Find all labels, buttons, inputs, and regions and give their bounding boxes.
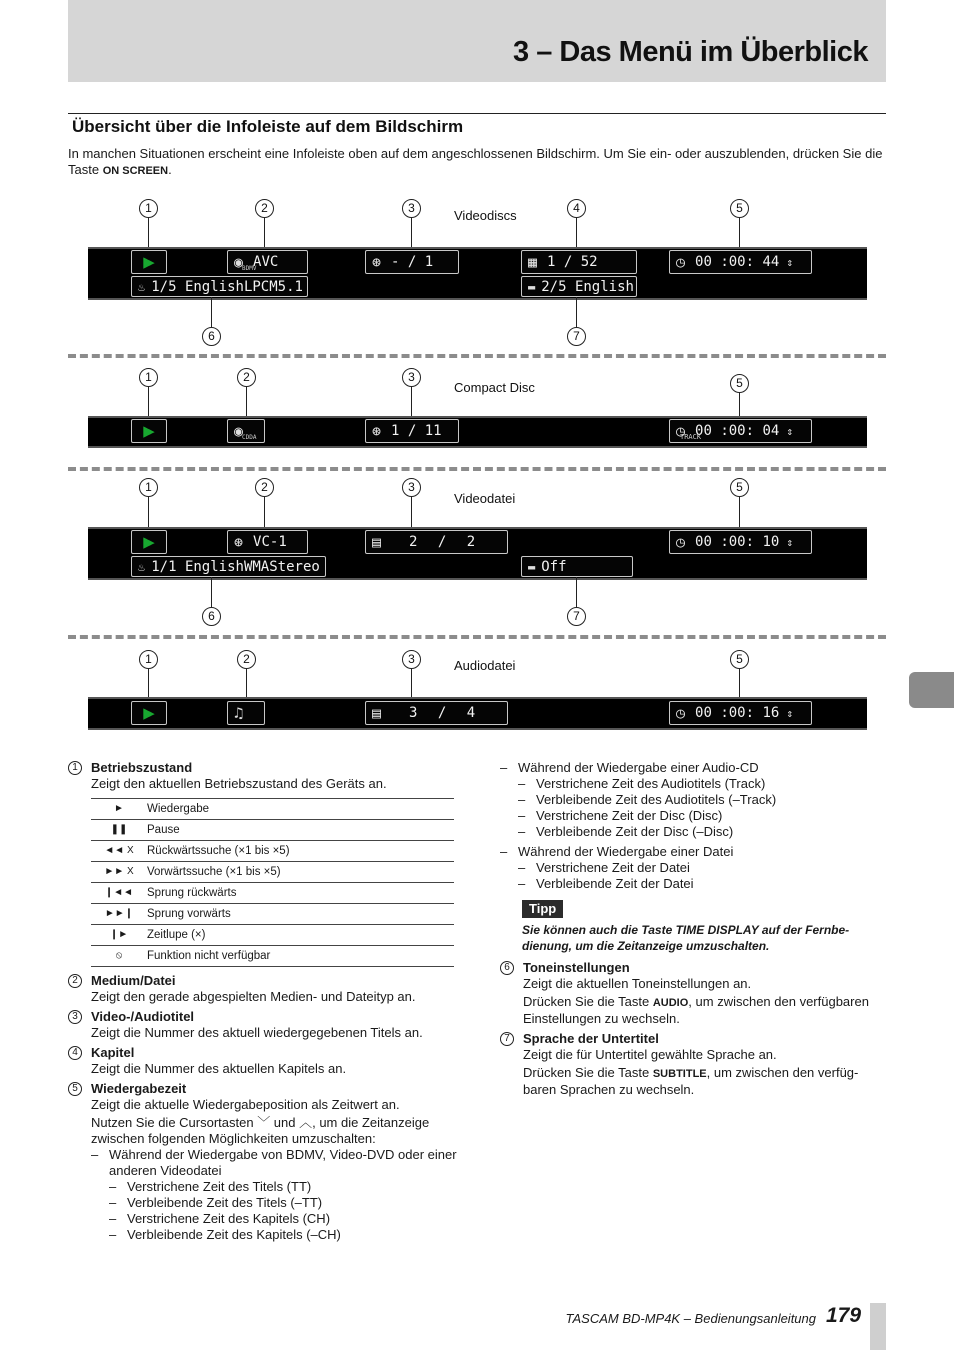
status-symbol: ► — [91, 799, 147, 820]
callout-2: 2 — [237, 650, 256, 669]
list-item: – Verbleibende Zeit des Kapitels (–CH) — [109, 1227, 458, 1243]
file-icon: ▤ — [372, 704, 382, 722]
music-note-icon: ♫ — [234, 704, 244, 722]
status-label: Sprung vorwärts — [147, 904, 454, 925]
callout-5: 5 — [730, 650, 749, 669]
leader-line — [211, 577, 212, 607]
time-box — [669, 701, 812, 725]
callout-3: 3 — [402, 650, 421, 669]
list-item: – Verstrichene Zeit der Datei — [518, 860, 886, 876]
status-label: Rückwärtssuche (×1 bis ×5) — [147, 841, 454, 862]
item-desc: Zeigt den aktuellen Betriebszustand des Geräts an. — [91, 776, 387, 791]
clock-icon: ◷ — [676, 704, 686, 722]
chapter-value: 1 / 52 — [547, 254, 598, 270]
leader-line — [576, 297, 577, 327]
status-symbol: ⦸ — [91, 946, 147, 967]
list-item: – Verbleibende Zeit der Datei — [518, 876, 886, 892]
tip-label: Tipp — [522, 900, 563, 918]
item-title: Video-/Audiotitel — [91, 1009, 195, 1024]
item-number: 3 — [68, 1010, 82, 1024]
intro-end: . — [168, 162, 172, 177]
table-row — [91, 799, 454, 820]
reel-icon: ⊛ — [372, 253, 382, 271]
section-title: Übersicht über die Infoleiste auf dem Bildschirm — [72, 117, 464, 136]
leader-line — [148, 497, 149, 530]
list-item: – Verstrichene Zeit der Disc (Disc) — [518, 808, 886, 824]
subtitle-icon: ▬ — [528, 279, 536, 294]
chapter-box — [521, 250, 637, 274]
status-label: Pause — [147, 820, 454, 841]
item-3 — [68, 1009, 458, 1041]
chapter-title: 3 – Das Menü im Überblick — [513, 36, 868, 68]
callout-1: 1 — [139, 478, 158, 497]
status-label: Zeitlupe (×) — [147, 925, 454, 946]
play-status-icon: ▶ — [131, 701, 167, 725]
page-number: 179 — [826, 1304, 862, 1327]
leader-line — [576, 577, 577, 607]
updown-icon: ⇕ — [786, 424, 793, 438]
list-item: – Verstrichene Zeit des Kapitels (CH) — [109, 1211, 458, 1227]
status-symbol: ►►❙ — [91, 904, 147, 925]
leader-line — [211, 297, 212, 327]
time-box — [669, 419, 812, 443]
item-title: Sprache der Untertitel — [523, 1031, 659, 1046]
media-box — [227, 419, 265, 443]
status-table — [91, 798, 454, 967]
status-label: Sprung rückwärts — [147, 883, 454, 904]
callout-4: 4 — [567, 199, 586, 218]
audio-value: 1/5 EnglishLPCM5.1 — [151, 278, 303, 295]
leader-line — [264, 497, 265, 530]
item-number: 1 — [68, 761, 82, 775]
title-box — [365, 419, 459, 443]
play-status-icon: ▶ — [131, 530, 167, 554]
label-videodatei: Videodatei — [454, 491, 516, 506]
play-status-icon: ▶ — [131, 419, 167, 443]
title-value: 1 / 11 — [391, 423, 442, 439]
sub-list — [91, 1179, 458, 1243]
status-symbol: ❙► — [91, 925, 147, 946]
item-7 — [500, 1031, 886, 1098]
media-type: VC-1 — [253, 534, 287, 550]
item-number: 6 — [500, 961, 514, 975]
updown-icon: ⇕ — [786, 255, 793, 269]
table-row — [91, 925, 454, 946]
reel-icon: ⊛ — [372, 422, 382, 440]
item-title: Betriebszustand — [91, 760, 193, 775]
chapter-side-tab — [909, 672, 954, 708]
status-symbol: ❙◄◄ — [91, 883, 147, 904]
callout-1: 1 — [139, 650, 158, 669]
item-title: Toneinstellungen — [523, 960, 630, 975]
intro-paragraph — [68, 146, 888, 179]
label-compact-disc: Compact Disc — [454, 380, 535, 395]
item-number: 2 — [68, 974, 82, 988]
callout-1: 1 — [139, 368, 158, 387]
item-4 — [68, 1045, 458, 1077]
list-item: – Verbleibende Zeit des Titels (–TT) — [109, 1195, 458, 1211]
audio-box — [131, 276, 308, 297]
subtitle-box — [521, 276, 637, 297]
media-box — [227, 701, 265, 725]
updown-icon: ⇕ — [786, 706, 793, 720]
callout-3: 3 — [402, 368, 421, 387]
file-icon: ▤ — [372, 533, 382, 551]
item-title: Wiedergabezeit — [91, 1081, 187, 1096]
item-desc: Zeigt den gerade abgespielten Medien- und Dateityp an. — [91, 989, 416, 1004]
media-type: AVC — [253, 254, 279, 270]
play-status-icon: ▶ — [131, 250, 167, 274]
audio-icon: ♨ — [138, 279, 146, 294]
item-desc: Zeigt die aktuelle Wiedergabeposition als Zeitwert an. — [91, 1097, 400, 1112]
list-item: – Verbleibende Zeit der Disc (–Disc) — [518, 824, 886, 840]
callout-3: 3 — [402, 199, 421, 218]
table-row — [91, 841, 454, 862]
leader-line — [739, 497, 740, 530]
title-value: 2 / 2 — [409, 534, 482, 550]
item-number: 7 — [500, 1032, 514, 1046]
list-item: – Verstrichene Zeit des Titels (TT) — [109, 1179, 458, 1195]
callout-2: 2 — [255, 199, 274, 218]
desc-part: , um zwischen den verfüg-baren Sprachen zu wechseln. — [523, 1065, 859, 1097]
intro-text: In manchen Situationen erscheint eine Infoleiste oben auf dem angeschlossenen Bildschirm. Um Sie ein- oder auszublenden, drücken Sie die Taste — [68, 146, 883, 177]
tip-text: Sie können auch die Taste TIME DISPLAY auf der Fernbe-dienung, um die Zeitanzeige umzuschalten. — [522, 923, 850, 953]
right-column — [500, 760, 886, 1102]
item-desc-2: Nutzen Sie die Cursortasten ﹀ und ︿, um die Zeitanzeige zwischen folgenden Möglichkeiten umzuschalten: — [91, 1115, 430, 1146]
list-item: – Während der Wiedergabe von BDMV, Video-DVD oder einer anderen Videodatei — [91, 1147, 458, 1179]
filmstrip-icon: ▦ — [528, 253, 538, 271]
left-column — [68, 760, 458, 1247]
table-row — [91, 904, 454, 925]
status-symbol: ►► X — [91, 862, 147, 883]
title-box — [365, 701, 508, 725]
callout-1: 1 — [139, 199, 158, 218]
item-desc-2 — [523, 994, 886, 1027]
subtitle-box — [521, 556, 633, 577]
item-desc: Zeigt die für Untertitel gewählte Sprache an. — [523, 1047, 777, 1062]
item-2 — [68, 973, 458, 1005]
desc-part: Drücken Sie die Taste — [523, 994, 653, 1009]
status-label: Vorwärtssuche (×1 bis ×5) — [147, 862, 454, 883]
time-value: 00 :00: 10 — [695, 534, 780, 550]
table-row — [91, 820, 454, 841]
status-symbol: ◄◄ X — [91, 841, 147, 862]
item-5 — [68, 1081, 458, 1243]
page-edge-tab — [870, 1303, 886, 1350]
audio-icon: ♨ — [138, 559, 146, 574]
title-value: - / 1 — [391, 254, 434, 270]
sub-list — [500, 860, 886, 892]
callout-7: 7 — [567, 607, 586, 626]
reel-icon: ⊛ — [234, 533, 244, 551]
subtitle-value: Off — [541, 558, 567, 575]
subtitle-value: 2/5 English — [541, 278, 634, 295]
clock-icon: ◷ — [676, 422, 686, 440]
time-box — [669, 530, 812, 554]
item-1 — [68, 760, 458, 792]
label-audiodatei: Audiodatei — [454, 658, 516, 673]
callout-2: 2 — [255, 478, 274, 497]
dashed-separator — [68, 635, 886, 639]
status-label: Wiedergabe — [147, 799, 454, 820]
dashed-separator — [68, 354, 886, 358]
desc-part: , um zwischen den verfügbaren Einstellungen zu wechseln. — [523, 994, 869, 1026]
key-name: SUBTITLE — [652, 1068, 707, 1080]
title-box — [365, 530, 508, 554]
list-item: – Während der Wiedergabe einer Datei — [500, 844, 886, 860]
title-box — [365, 250, 459, 274]
list-item: – Verstrichene Zeit des Audiotitels (Track) — [518, 776, 886, 792]
media-badge: CDDA — [242, 434, 257, 441]
table-row — [91, 946, 454, 967]
title-value: 3 / 4 — [409, 705, 482, 721]
table-row — [91, 862, 454, 883]
item-title: Kapitel — [91, 1045, 135, 1060]
callout-5: 5 — [730, 478, 749, 497]
time-box — [669, 250, 812, 274]
callout-7: 7 — [567, 327, 586, 346]
callout-3: 3 — [402, 478, 421, 497]
disc-icon: ◉ — [234, 253, 244, 271]
item-desc-2 — [523, 1065, 886, 1098]
item-6 — [500, 960, 886, 1027]
media-badge: BDMV — [242, 265, 257, 272]
status-label: Funktion nicht verfügbar — [147, 946, 454, 967]
time-value: 00 :00: 04 — [695, 423, 780, 439]
item-desc: Zeigt die Nummer des aktuellen Kapitels an. — [91, 1061, 347, 1076]
clock-icon: ◷ — [676, 253, 686, 271]
media-box — [227, 250, 308, 274]
callout-6: 6 — [202, 607, 221, 626]
label-videodiscs: Videodiscs — [454, 208, 517, 223]
callout-6: 6 — [202, 327, 221, 346]
media-box — [227, 530, 308, 554]
table-row — [91, 883, 454, 904]
desc-part: Drücken Sie die Taste — [523, 1065, 653, 1080]
subtitle-icon: ▬ — [528, 559, 536, 574]
callout-5: 5 — [730, 374, 749, 393]
item-number: 4 — [68, 1046, 82, 1060]
clock-icon: ◷ — [676, 533, 686, 551]
callout-5: 5 — [730, 199, 749, 218]
list-item: – Während der Wiedergabe einer Audio-CD — [500, 760, 886, 776]
footer-manual-title: TASCAM BD-MP4K – Bedienungsanleitung — [565, 1311, 816, 1326]
item-desc: Zeigt die Nummer des aktuell wiedergegebenen Titels an. — [91, 1025, 423, 1040]
intro-key: ON SCREEN — [102, 165, 169, 177]
list-item: – Verbleibende Zeit des Audiotitels (–Track) — [518, 792, 886, 808]
item-desc: Zeigt die aktuellen Toneinstellungen an. — [523, 976, 752, 991]
item-number: 5 — [68, 1082, 82, 1096]
time-badge: TRACK — [680, 433, 702, 441]
status-symbol: ❚❚ — [91, 820, 147, 841]
audio-box — [131, 556, 326, 577]
time-value: 00 :00: 16 — [695, 705, 780, 721]
key-name: AUDIO — [652, 997, 689, 1009]
leader-line — [411, 497, 412, 530]
dashed-separator — [68, 467, 886, 471]
item-title: Medium/Datei — [91, 973, 176, 988]
audio-value: 1/1 EnglishWMAStereo — [151, 558, 320, 575]
disc-icon: ◉ — [234, 422, 244, 440]
sub-list — [500, 776, 886, 840]
section-rule — [68, 113, 886, 114]
updown-icon: ⇕ — [786, 535, 793, 549]
callout-2: 2 — [237, 368, 256, 387]
time-value: 00 :00: 44 — [695, 254, 780, 270]
